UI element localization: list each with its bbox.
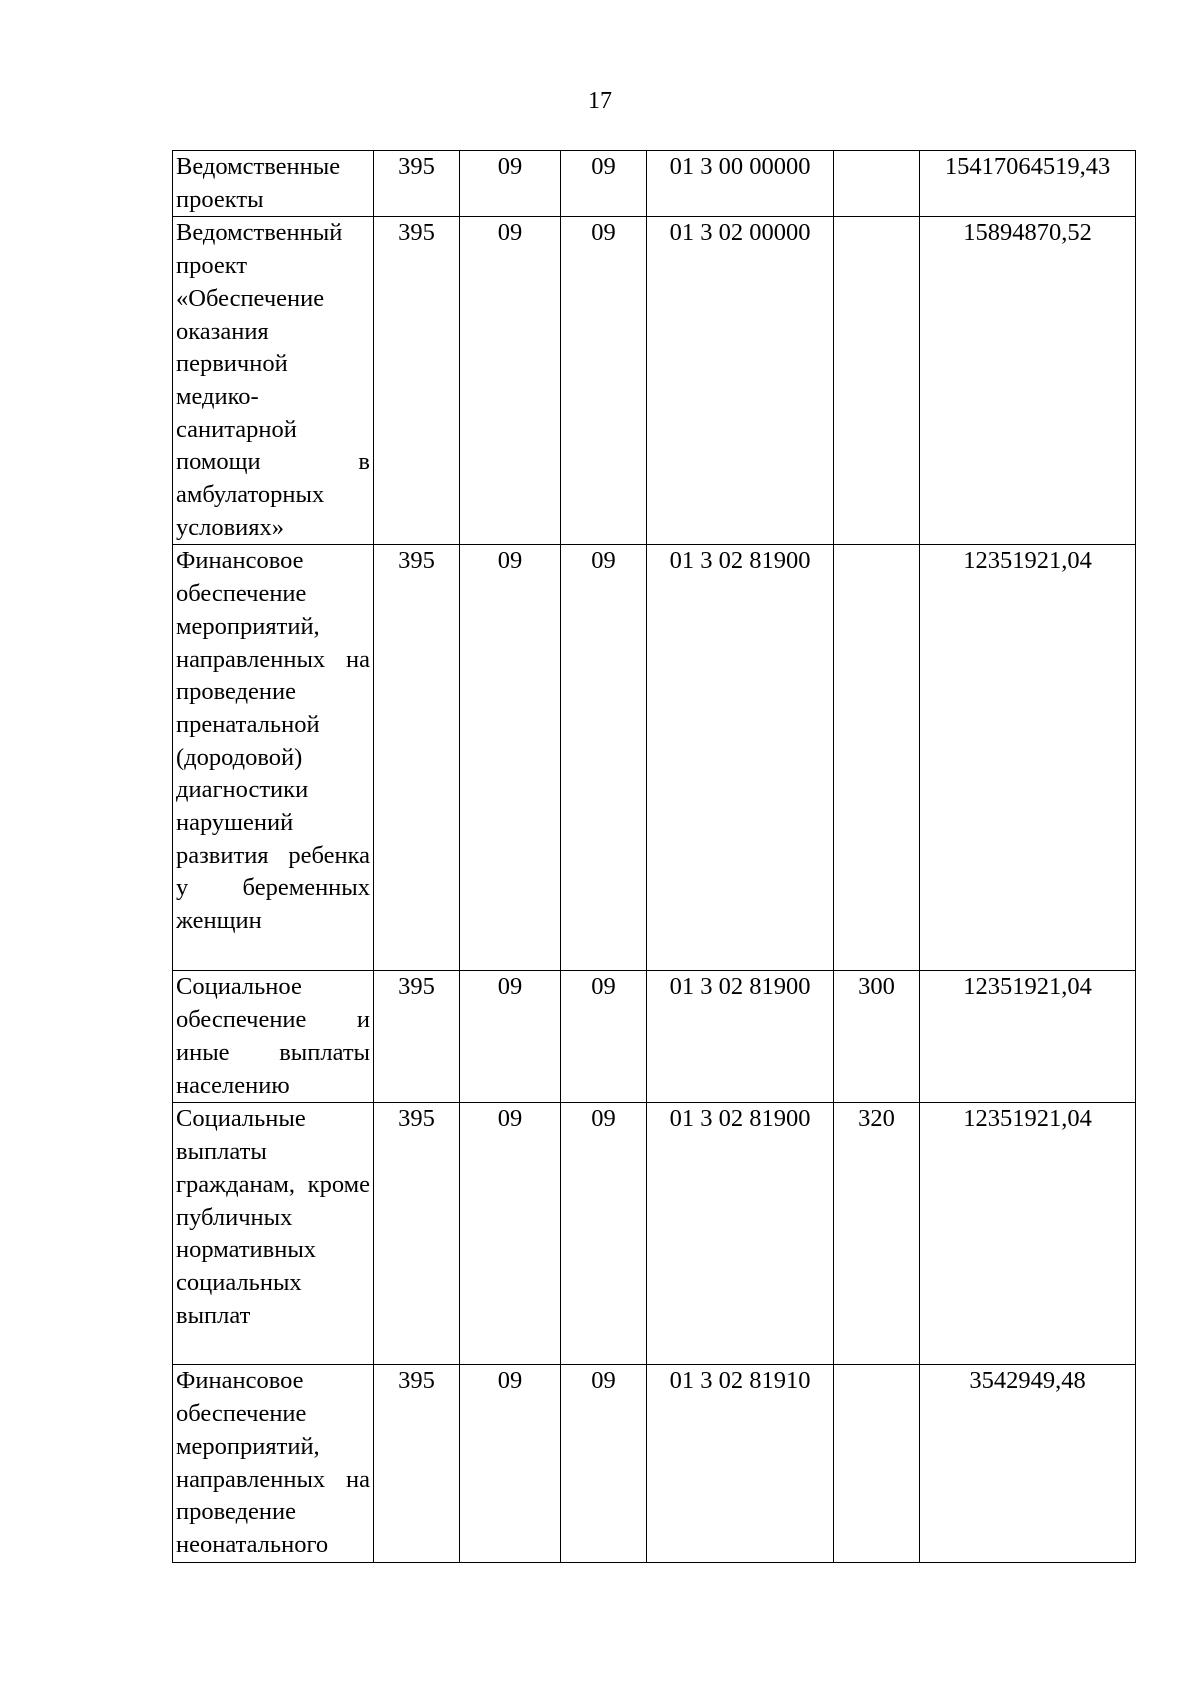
ved-cell: 395 — [374, 151, 460, 217]
pr-cell: 09 — [561, 151, 647, 217]
page-number: 17 — [588, 88, 612, 114]
table-row — [173, 1103, 1136, 1365]
ved-cell: 395 — [374, 545, 460, 971]
row-name-cell: Ведомственный проект «Обеспечение оказания первичной медико-санитарной помощи в амбулаторных условиях» — [173, 217, 374, 545]
table-row — [173, 545, 1136, 971]
table-row — [173, 1365, 1136, 1562]
rz-cell: 09 — [460, 151, 561, 217]
rz-cell: 09 — [460, 971, 561, 1103]
ved-cell: 395 — [374, 217, 460, 545]
pr-cell: 09 — [561, 971, 647, 1103]
csr-cell: 01 3 00 00000 — [647, 151, 834, 217]
rz-cell: 09 — [460, 1365, 561, 1562]
csr-cell: 01 3 02 81910 — [647, 1365, 834, 1562]
amount-cell: 15894870,52 — [920, 217, 1136, 545]
row-name-cell: Финансовое обеспечение мероприятий, направленных на проведение неонатального — [173, 1365, 374, 1562]
table-row — [173, 217, 1136, 545]
pr-cell: 09 — [561, 217, 647, 545]
csr-cell: 01 3 02 81900 — [647, 971, 834, 1103]
pr-cell: 09 — [561, 545, 647, 971]
rz-cell: 09 — [460, 1103, 561, 1365]
table-row — [173, 151, 1136, 217]
row-name-cell: Социальное обеспечение и иные выплаты населению — [173, 971, 374, 1103]
vr-cell — [834, 217, 920, 545]
ved-cell: 395 — [374, 1365, 460, 1562]
table-row — [173, 971, 1136, 1103]
csr-cell: 01 3 02 81900 — [647, 545, 834, 971]
rz-cell: 09 — [460, 217, 561, 545]
amount-cell: 3542949,48 — [920, 1365, 1136, 1562]
amount-cell: 12351921,04 — [920, 545, 1136, 971]
pr-cell: 09 — [561, 1103, 647, 1365]
vr-cell — [834, 545, 920, 971]
ved-cell: 395 — [374, 1103, 460, 1365]
vr-cell: 320 — [834, 1103, 920, 1365]
vr-cell — [834, 1365, 920, 1562]
ved-cell: 395 — [374, 971, 460, 1103]
row-name-cell: Социальные выплаты гражданам, кроме публичных нормативных социальных выплат — [173, 1103, 374, 1365]
vr-cell: 300 — [834, 971, 920, 1103]
rz-cell: 09 — [460, 545, 561, 971]
amount-cell: 12351921,04 — [920, 971, 1136, 1103]
csr-cell: 01 3 02 81900 — [647, 1103, 834, 1365]
budget-table — [172, 150, 1136, 1563]
amount-cell: 12351921,04 — [920, 1103, 1136, 1365]
amount-cell: 15417064519,43 — [920, 151, 1136, 217]
csr-cell: 01 3 02 00000 — [647, 217, 834, 545]
vr-cell — [834, 151, 920, 217]
row-name-cell: Финансовое обеспечение мероприятий, направленных на проведение пренатальной (дородовой) диагностики нарушений развития ребенка у беременных женщин — [173, 545, 374, 971]
row-name-cell: Ведомственные проекты — [173, 151, 374, 217]
pr-cell: 09 — [561, 1365, 647, 1562]
